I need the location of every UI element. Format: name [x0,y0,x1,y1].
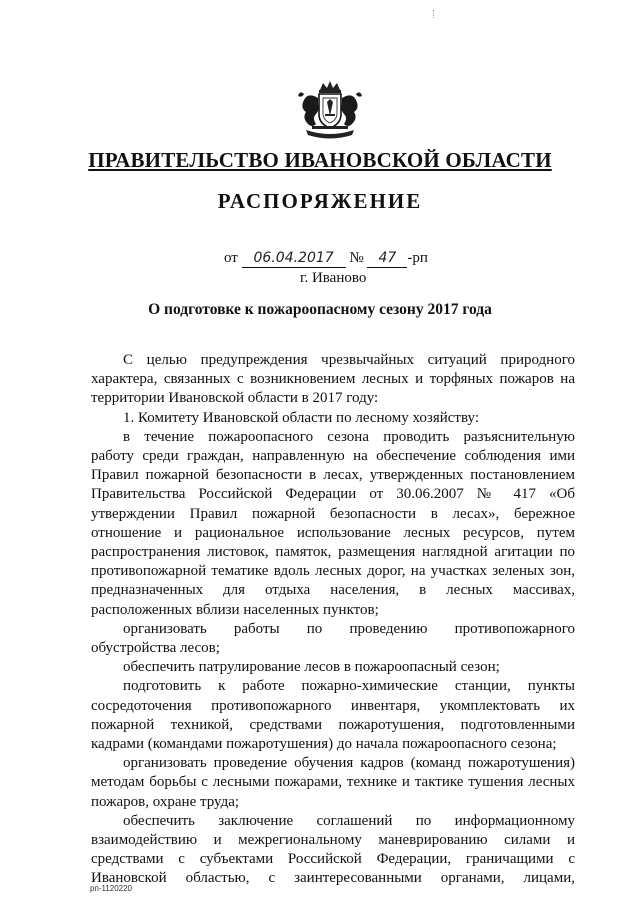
government-title: ПРАВИТЕЛЬСТВО ИВАНОВСКОЙ ОБЛАСТИ [88,148,552,172]
paragraph-line: распространения листовок, памяток, размещения наглядной агитации по [91,544,575,561]
paragraph-line: утверждении Правил пожарной безопасности в лесах», бережное [91,505,575,522]
paragraph-line: характера, связанных с возникновением лесных и торфяных пожаров на [91,371,575,388]
footer-code: рп-1120220 [90,884,132,893]
paragraph-line: 1. Комитету Ивановской области по лесному хозяйству: [123,409,480,426]
paragraph-line: средствами с субъектами Российской Федерации, граничащими с [91,851,575,868]
paragraph-line: организовать проведение обучения кадров (команд пожаротушения) [123,755,575,772]
date-number-line [224,250,428,268]
paragraph-line: взаимодействию и межрегиональному маневрированию силами и [91,832,575,849]
paragraph-line: сосредоточения противопожарного инвентаря, укомплектовать их [91,697,575,714]
paragraph-line: отношение и рациональное использование лесных ресурсов, путем [91,524,575,541]
number-prefix: № [349,250,364,266]
paragraph-line: территории Ивановской области в 2017 году: [91,390,379,407]
paragraph-line: организовать работы по проведению противопожарного [123,620,575,637]
paragraph-line: противопожарной тематике вдоль лесных дорог, на участках зеленых зон, [91,563,575,580]
paragraph-line: методам борьбы с лесными пожарами, технике и тактике тушения лесных [91,774,575,791]
document-type: РАСПОРЯЖЕНИЕ [217,189,423,213]
city: г. Иваново [300,270,367,286]
number-suffix: -рп [407,250,428,266]
document-subject: О подготовке к пожароопасному сезону 2017 года [148,301,492,318]
paragraph-line: подготовить к работе пожарно-химические станции, пункты [123,678,575,695]
paragraph-line: обеспечить заключение соглашений по информационному [123,812,575,829]
paragraph-line: в течение пожароопасного сезона проводить разъяснительную [123,428,575,445]
coat-of-arms-icon [294,80,366,142]
date-prefix: от [224,250,238,266]
paragraph-line: работу среди граждан, направленную на обеспечение соблюдения ими [91,448,575,465]
paragraph-line: расположенных вблизи населенных пунктов; [91,601,379,618]
paragraph-line: пожарной техникой, средствами пожаротушения, подготовленными [91,716,575,733]
paragraph-line: обустройства лесов; [91,640,220,657]
paragraph-line: обеспечить патрулирование лесов в пожароопасный сезон; [123,659,500,676]
paragraph-line: Правил пожарной безопасности в лесах, утвержденных постановлением [91,467,575,484]
number-value: 47 [367,251,407,268]
scan-mark [433,10,437,18]
paragraph-line: кадрами (командами пожаротушения) до начала пожароопасного сезона; [91,736,557,753]
date-value: 06.04.2017 [242,251,346,268]
paragraph-line: Правительства Российской Федерации от 30.06.2007 № 417 «Об [91,486,575,503]
paragraph-line: пожаров, охране труда; [91,793,240,810]
paragraph-line: Ивановской областью, с заинтересованными органами, лицами, [91,870,575,887]
paragraph-line: С целью предупреждения чрезвычайных ситуаций природного [123,352,575,368]
paragraph-line: предназначенных для отдыха населения, в лесных массивах, [91,582,575,599]
document-body [91,351,575,889]
